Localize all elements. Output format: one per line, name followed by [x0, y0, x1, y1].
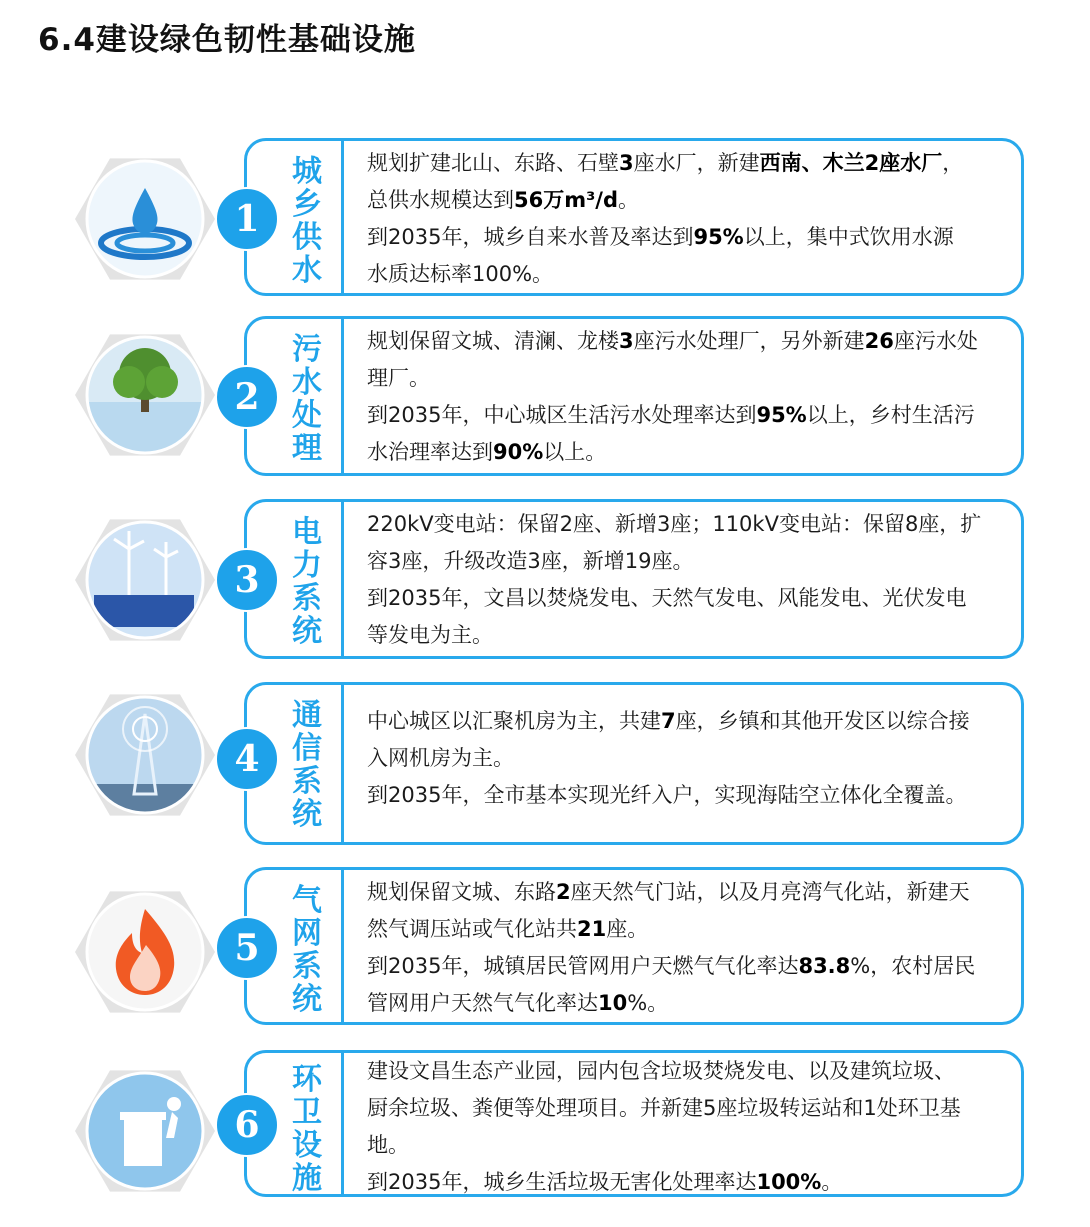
infrastructure-section — [0, 499, 1090, 659]
section-number-badge: 6 — [215, 1093, 279, 1157]
card-divider — [341, 141, 344, 293]
description-line: 到2035年，文昌以焚烧发电、天然气发电、风能发电、光伏发电 — [367, 586, 967, 610]
card-divider — [341, 319, 344, 473]
infrastructure-section — [0, 1050, 1090, 1197]
description-line: 220kV变电站：保留2座、新增3座；110kV变电站：保留8座，扩 — [367, 512, 982, 536]
section-number-badge: 2 — [215, 365, 279, 429]
section-card — [234, 867, 1024, 1025]
card-divider — [341, 685, 344, 842]
tree-water-icon — [74, 324, 216, 466]
highlighted-value: 26 — [864, 329, 894, 353]
section-card — [234, 316, 1024, 476]
section-description — [367, 874, 1007, 1022]
highlighted-value: 3 — [619, 329, 634, 353]
section-card — [234, 1050, 1024, 1197]
description-line: 规划保留文城、东路2座天然气门站，以及月亮湾气化站，新建天 — [367, 880, 970, 904]
section-label: 电力系统 — [292, 515, 322, 649]
highlighted-value: 90% — [493, 440, 544, 464]
signal-tower-icon — [74, 684, 216, 826]
highlighted-value: 95% — [756, 403, 807, 427]
description-line: 容3座，升级改造3座，新增19座。 — [367, 549, 694, 573]
description-line: 地。 — [367, 1133, 409, 1157]
highlighted-value: 3 — [619, 151, 634, 175]
description-line: 管网用户天然气气化率达10%。 — [367, 991, 669, 1015]
description-line: 等发电为主。 — [367, 623, 493, 647]
section-label: 环卫设施 — [292, 1062, 322, 1196]
section-description — [367, 145, 1007, 293]
highlighted-value: 95% — [693, 225, 744, 249]
section-description — [367, 506, 1007, 654]
section-label: 城乡供水 — [292, 154, 322, 288]
section-number-badge: 4 — [215, 727, 279, 791]
section-card — [234, 499, 1024, 659]
section-label: 污水处理 — [292, 332, 322, 466]
description-line: 到2035年，全市基本实现光纤入户，实现海陆空立体化全覆盖。 — [367, 783, 967, 807]
highlighted-value: 56万m³/d — [514, 188, 619, 212]
section-label: 通信系统 — [292, 698, 322, 832]
description-line: 总供水规模达到56万m³/d。 — [367, 188, 640, 212]
highlighted-value: 西南、木兰2座水厂 — [759, 151, 943, 175]
description-line: 水质达标率100%。 — [367, 262, 554, 286]
description-line: 规划保留文城、清澜、龙楼3座污水处理厂，另外新建26座污水处 — [367, 329, 978, 353]
highlighted-value: 10 — [598, 991, 628, 1015]
section-card — [234, 682, 1024, 845]
highlighted-value: 100% — [756, 1170, 822, 1194]
section-card — [234, 138, 1024, 296]
section-description — [367, 703, 1007, 814]
description-line: 中心城区以汇聚机房为主，共建7座，乡镇和其他开发区以综合接 — [367, 709, 970, 733]
description-line: 到2035年，中心城区生活污水处理率达到95%以上，乡村生活污 — [367, 403, 975, 427]
highlighted-value: 2 — [556, 880, 571, 904]
card-divider — [341, 870, 344, 1022]
section-description — [367, 323, 1007, 471]
section-number-badge: 3 — [215, 548, 279, 612]
highlighted-value: 21 — [577, 917, 607, 941]
description-line: 到2035年，城乡生活垃圾无害化处理率达100%。 — [367, 1170, 843, 1194]
card-divider — [341, 502, 344, 656]
wind-solar-icon — [74, 509, 216, 651]
trash-bin-icon — [74, 1060, 216, 1202]
infrastructure-section — [0, 867, 1090, 1025]
description-line: 到2035年，城镇居民管网用户天燃气气化率达83.8%，农村居民 — [367, 954, 976, 978]
section-label: 气网系统 — [292, 883, 322, 1017]
flame-icon — [74, 881, 216, 1023]
description-line: 建设文昌生态产业园，园内包含垃圾焚烧发电、以及建筑垃圾、 — [367, 1059, 955, 1083]
description-line: 规划扩建北山、东路、石壁3座水厂，新建西南、木兰2座水厂， — [367, 151, 964, 175]
description-line: 到2035年，城乡自来水普及率达到95%以上，集中式饮用水源 — [367, 225, 954, 249]
highlighted-value: 7 — [661, 709, 676, 733]
description-line: 水治理率达到90%以上。 — [367, 440, 607, 464]
description-line: 然气调压站或气化站共21座。 — [367, 917, 649, 941]
infrastructure-section — [0, 682, 1090, 845]
description-line: 厨余垃圾、粪便等处理项目。并新建5座垃圾转运站和1处环卫基 — [367, 1096, 961, 1120]
page-title: 6.4建设绿色韧性基础设施 — [38, 22, 416, 58]
section-description — [367, 1053, 1007, 1201]
card-divider — [341, 1053, 344, 1194]
description-line: 入网机房为主。 — [367, 746, 514, 770]
section-number-badge: 1 — [215, 187, 279, 251]
description-line: 理厂。 — [367, 366, 430, 390]
infrastructure-section — [0, 138, 1090, 296]
water-drop-icon — [74, 148, 216, 290]
infrastructure-section — [0, 316, 1090, 476]
section-number-badge: 5 — [215, 916, 279, 980]
highlighted-value: 83.8 — [798, 954, 851, 978]
